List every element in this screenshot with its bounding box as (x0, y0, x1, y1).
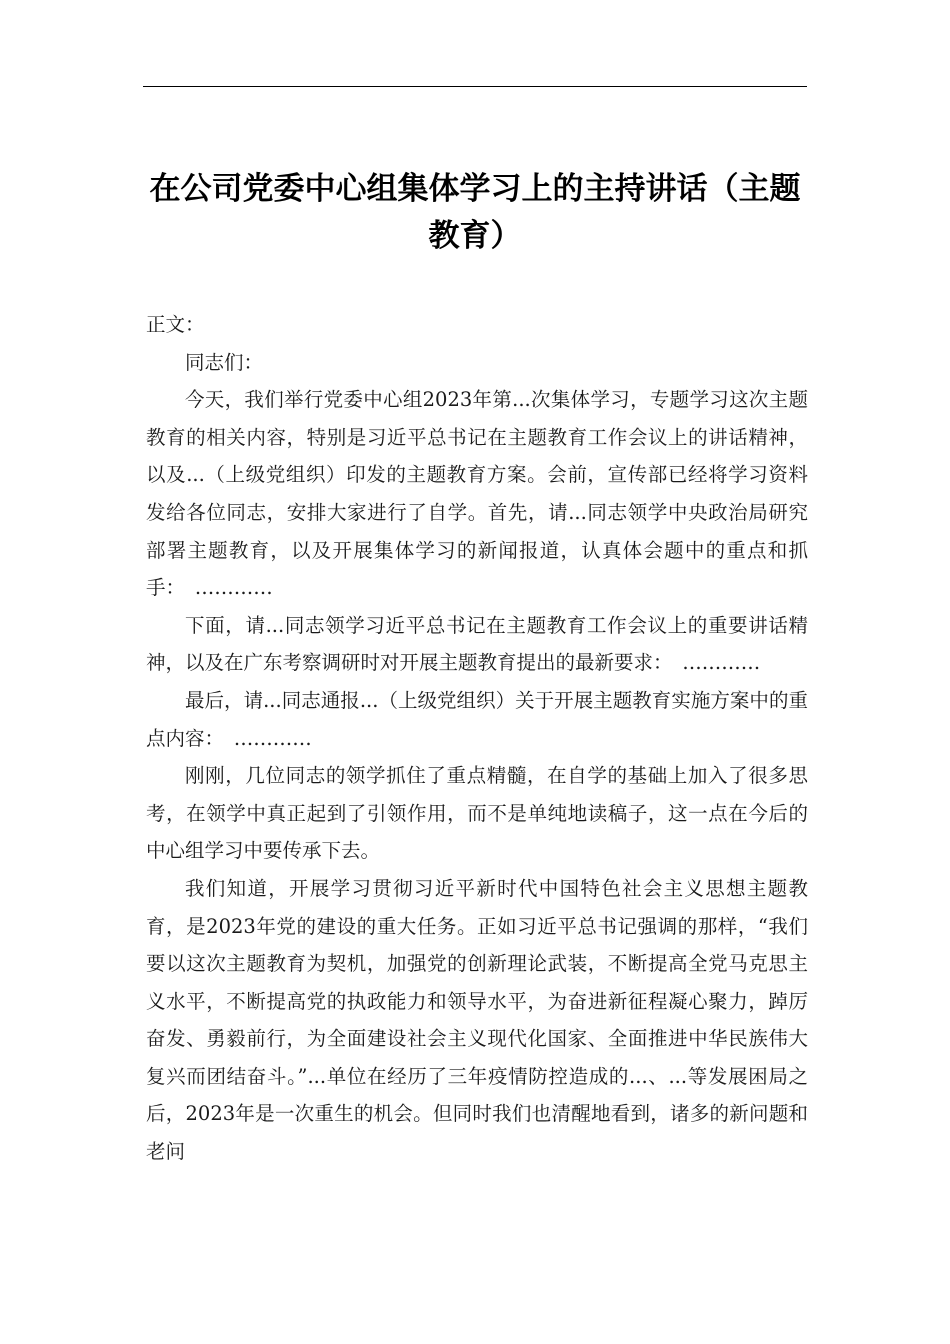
document-body (146, 306, 808, 1171)
paragraph: 下面，请...同志领学习近平总书记在主题教育工作会议上的重要讲话精神，以及在广东考察调研时对开展主题教育提出的最新要求： ………… (146, 613, 808, 675)
paragraph: 最后，请...同志通报...（上级党组织）关于开展主题教育实施方案中的重点内容： ………… (146, 688, 808, 750)
paragraph: 刚刚，几位同志的领学抓住了重点精髓，在自学的基础上加入了很多思考，在领学中真正起到了引领作用，而不是单纯地读稿子，这一点在今后的中心组学习中要传承下去。 (146, 764, 808, 863)
body-label: 正文： (146, 313, 205, 336)
document-title: 在公司党委中心组集体学习上的主持讲话（主题教育） (149, 171, 801, 254)
header-rule (143, 86, 807, 87)
paragraph: 今天，我们举行党委中心组2023年第...次集体学习，专题学习这次主题教育的相关内容，特别是习近平总书记在主题教育工作会议上的讲话精神，以及...（上级党组织）印发的主题教育方案。会前，宣传部已经将学习资料发给各位同志，安排大家进行了自学。首先，请...同志领学中央政治局研究部署主题教育，以及开展集体学习的新闻报道，认真体会题中的重点和抓手： ………… (146, 388, 808, 600)
paragraph: 同志们： (185, 350, 264, 374)
paragraph: 我们知道，开展学习贯彻习近平新时代中国特色社会主义思想主题教育，是2023年党的建设的重大任务。正如习近平总书记强调的那样，“我们要以这次主题教育为契机，加强党的创新理论武装，不断提高全党马克思主义水平，不断提高党的执政能力和领导水平，为奋进新征程凝心聚力，踔厉奋发、勇毅前行，为全面建设社会主义现代化国家、全面推进中华民族伟大复兴而团结奋斗。”...单位在经历了三年疫情防控造成的...、...等发展困局之后，2023年是一次重生的机会。但同时我们也清醒地看到，诸多的新问题和老问 (146, 876, 808, 1164)
